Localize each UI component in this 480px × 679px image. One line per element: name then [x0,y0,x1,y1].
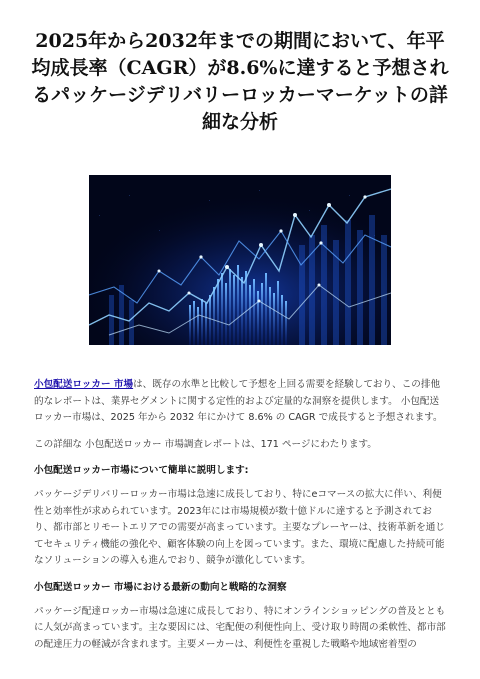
article-body [34,377,448,663]
intro-paragraph [34,377,448,427]
intro-text: は、既存の水準と比較して予想を上回る需要を経験しており、この排他的なレポートは、業界セグメントに関する定性的および定量的な洞察を提供します。 小包配送ロッカー市場は、2025 年から 2032 年にかけて 8.6% の CAGR で成長すると予想されます。 [34,379,443,423]
section-body-overview: パッケージデリバリーロッカー市場は急速に成長しており、特にeコマースの拡大に伴い、利便性と効率性が求められています。2023年には市場規模が数十億ドルに達すると予測されており、都市部とリモートエリアでの需要が高まっています。主要なプレーヤーは、技術革新を通じてセキュリティ機能の強化や、顧客体験の向上を図っています。また、環境に配慮した持続可能なソリューションの導入も進んでおり、競争が激化しています。 [34,489,445,566]
section-heading-overview: 小包配送ロッカー市場について簡単に説明します: [34,465,249,476]
market-link[interactable]: 小包配送ロッカー 市場 [34,379,134,390]
page-title: 2025年から2032年までの期間において、年平均成長率（CAGR）が8.6%に達すると予想されるパッケージデリバリーロッカーマーケットの詳細な分析 [31,30,449,133]
hero-image [89,175,391,345]
financial-chart-illustration-icon [89,175,391,345]
section-body-trends: パッケージ配達ロッカー市場は急速に成長しており、特にオンラインショッピングの普及とともに人気が高まっています。主な要因には、宅配便の利便性向上、受け取り時間の柔軟性、都市部の配達圧力の軽減が含まれます。主要メーカーは、利便性を重視した戦略や地域密着型の [34,605,446,650]
pages-line: この詳細な 小包配送ロッカー 市場調査レポートは、171 ページにわたります。 [34,438,377,450]
section-heading-trends: 小包配送ロッカー 市場における最新の動向と戦略的な洞察 [34,581,287,593]
